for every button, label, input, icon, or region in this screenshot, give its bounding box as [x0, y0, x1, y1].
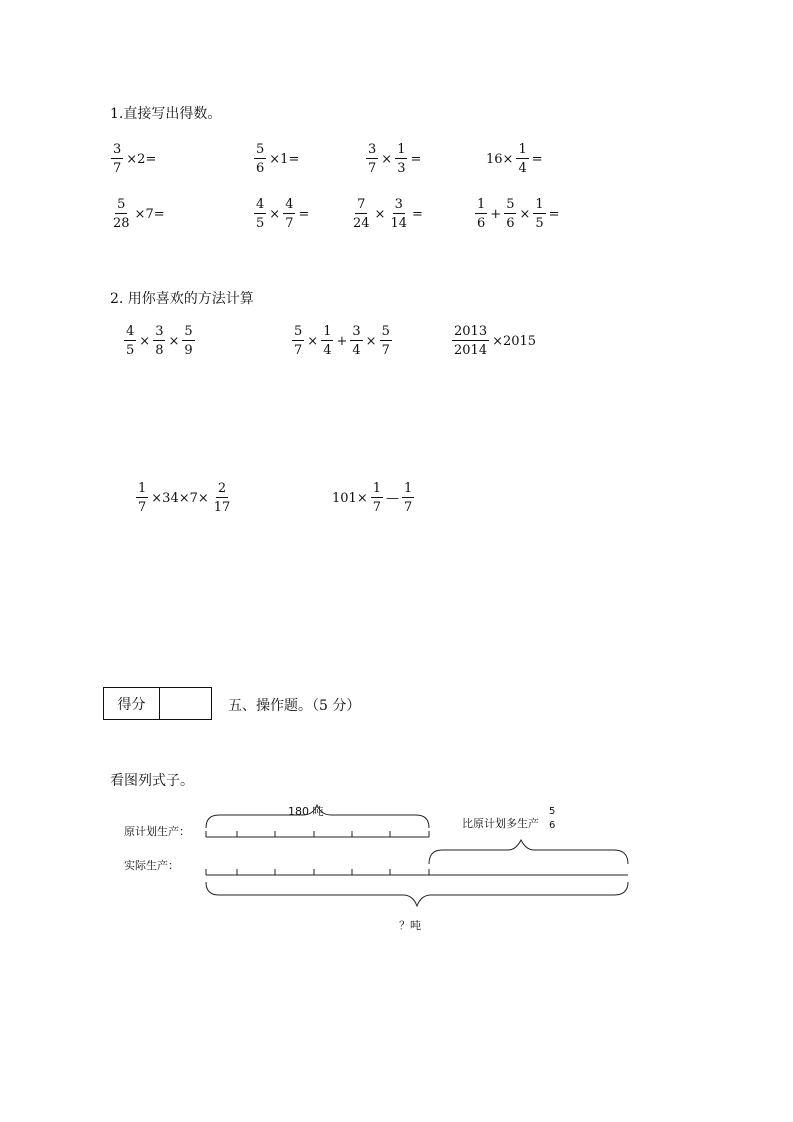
- operator-text: —: [386, 490, 399, 506]
- more-fraction-numerator: 5: [549, 806, 556, 817]
- operator-text: ×7=: [134, 206, 165, 222]
- operator-text: ×: [374, 206, 386, 222]
- numerator: 2013: [454, 324, 488, 339]
- denominator: 7: [285, 216, 294, 231]
- operator-text: 16×: [486, 151, 514, 167]
- numerator: 3: [368, 142, 377, 157]
- row1-label: 原计划生产：: [124, 825, 190, 838]
- numerator: 1: [404, 481, 413, 496]
- top-brace: [206, 805, 429, 828]
- operator-text: ×34×7×: [151, 490, 209, 506]
- denominator: 7: [372, 500, 381, 515]
- operator-text: =: [412, 206, 423, 222]
- operator-text: ×: [307, 333, 319, 349]
- operator-text: =: [531, 151, 543, 167]
- denominator: 6: [477, 216, 486, 231]
- numerator: 1: [535, 197, 544, 212]
- numerator: 5: [256, 142, 265, 157]
- total-label: ？吨: [399, 919, 421, 932]
- numerator: 1: [518, 142, 527, 157]
- operator-text: +: [336, 333, 348, 349]
- operator-text: ×2=: [126, 151, 157, 167]
- numerator: 1: [138, 481, 147, 496]
- actual-ticks: [206, 869, 429, 875]
- denominator: 2014: [454, 343, 488, 358]
- denominator: 7: [113, 161, 122, 176]
- numerator: 2: [217, 481, 227, 496]
- denominator: 5: [535, 216, 544, 231]
- numerator: 4: [126, 324, 135, 339]
- denominator: 14: [390, 216, 407, 231]
- numerator: 3: [155, 324, 164, 339]
- denominator: 3: [397, 161, 406, 176]
- denominator: 9: [184, 343, 193, 358]
- total-brace: [206, 882, 628, 906]
- denominator: 5: [126, 343, 135, 358]
- operator-text: ×2015: [492, 333, 537, 349]
- denominator: 4: [323, 343, 332, 358]
- more-fraction-denominator: 6: [549, 820, 556, 831]
- operator-text: ×: [381, 151, 393, 167]
- numerator: 1: [477, 197, 486, 212]
- numerator: 1: [372, 481, 381, 496]
- denominator: 4: [352, 343, 361, 358]
- denominator: 7: [381, 343, 390, 358]
- numerator: 5: [506, 197, 515, 212]
- planned-ticks: [206, 831, 429, 837]
- denominator: 7: [138, 500, 147, 515]
- operator-text: =: [298, 206, 310, 222]
- numerator: 5: [294, 324, 303, 339]
- operator-text: ×: [139, 333, 151, 349]
- operator-text: ×: [168, 333, 180, 349]
- numerator: 5: [117, 197, 126, 212]
- row2-label: 实际生产：: [124, 859, 179, 872]
- denominator: 6: [506, 216, 515, 231]
- operator-text: =: [410, 151, 422, 167]
- section2-title: 2. 用你喜欢的方法计算: [110, 291, 254, 307]
- numerator: 1: [397, 142, 406, 157]
- score-label: 得分: [104, 688, 160, 719]
- operator-text: 101×: [332, 490, 368, 506]
- numerator: 1: [323, 324, 332, 339]
- denominator: 6: [256, 161, 265, 176]
- numerator: 3: [113, 142, 122, 157]
- denominator: 17: [213, 500, 231, 515]
- denominator: 5: [256, 216, 265, 231]
- operator-text: ×: [269, 206, 281, 222]
- section1-title: 1.直接写出得数。: [110, 106, 222, 122]
- more-brace: [429, 840, 628, 864]
- denominator: 8: [155, 343, 164, 358]
- operator-text: ×1=: [269, 151, 300, 167]
- numerator: 5: [184, 324, 193, 339]
- more-label: 比原计划多生产: [462, 817, 539, 830]
- denominator: 24: [353, 216, 370, 231]
- section5-prompt: 看图列式子。: [110, 773, 194, 789]
- numerator: 7: [357, 197, 366, 212]
- numerator: 3: [352, 324, 361, 339]
- operator-text: +: [490, 206, 502, 222]
- numerator: 3: [394, 197, 403, 212]
- top-label: 180 吨: [288, 805, 324, 818]
- section5-title: 五、操作题。（5 分）: [228, 698, 361, 714]
- denominator: 7: [368, 161, 377, 176]
- numerator: 4: [285, 197, 294, 212]
- denominator: 7: [404, 500, 413, 515]
- operator-text: ×: [365, 333, 377, 349]
- operator-text: =: [548, 206, 560, 222]
- numerator: 5: [381, 324, 390, 339]
- numerator: 4: [256, 197, 265, 212]
- operator-text: ×: [519, 206, 531, 222]
- denominator: 7: [294, 343, 303, 358]
- denominator: 4: [518, 161, 527, 176]
- denominator: 28: [113, 216, 130, 231]
